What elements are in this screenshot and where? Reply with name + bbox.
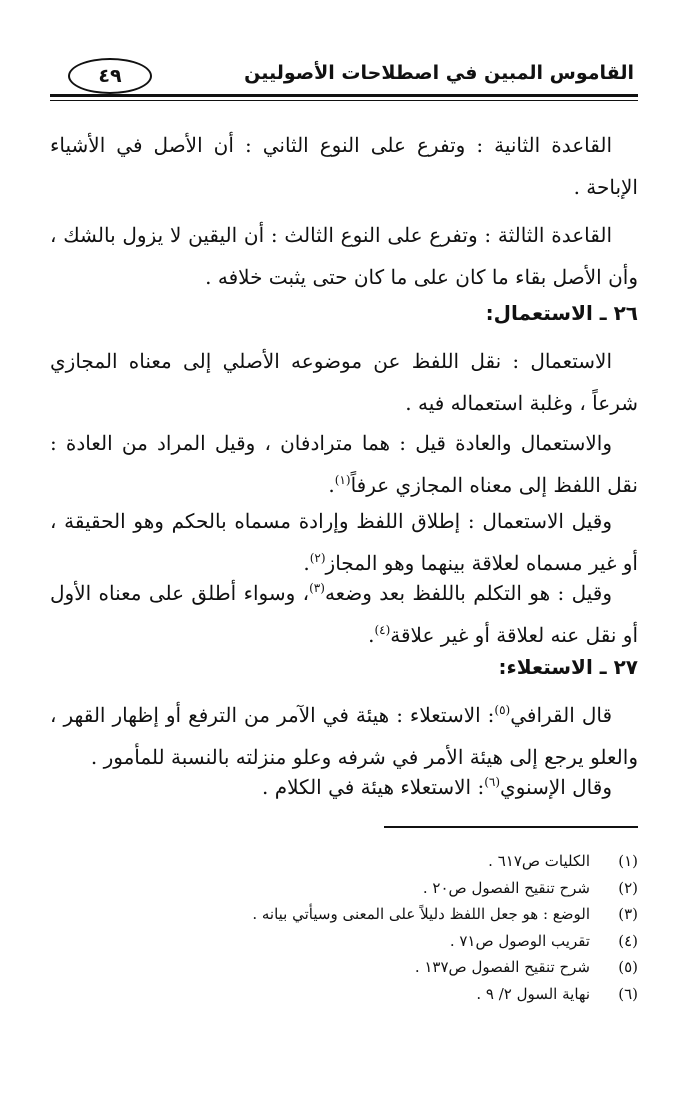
footnote-number: (٢) [618, 878, 638, 897]
paragraph-text: : الاستعلاء هيئة في الكلام . [262, 775, 485, 799]
footnote-text: تقريب الوصول ص٧١ . [449, 931, 590, 950]
footnote-ref[interactable]: (٦) [484, 775, 501, 789]
paragraph-text: الاستعمال : نقل اللفظ عن موضوعه الأصلي إلى معناه المجازي شرعاً ، وغلبة استعماله فيه . [50, 349, 638, 415]
paragraph-rule-2 [50, 124, 638, 208]
section-heading-27: ٢٧ ـ الاستعلاء: [498, 655, 638, 679]
footnote-item [50, 901, 638, 928]
footnote-number: (٥) [618, 958, 638, 976]
paragraph-istimal-custom [50, 422, 638, 506]
paragraph-text: القاعدة الثالثة : وتفرع على النوع الثالث : أن اليقين لا يزول بالشك ، وأن الأصل بقاء ما كان على ما كان حتى يثبت خلافه . [50, 223, 638, 289]
footnote-item [50, 954, 638, 981]
footnote-item [50, 928, 638, 955]
footnote-ref[interactable]: (٣) [309, 581, 325, 595]
paragraph-rule-3 [50, 214, 638, 298]
footnote-number: (٤) [618, 931, 638, 950]
footnote-item [50, 848, 638, 875]
paragraph-istila-isnawi [50, 766, 638, 808]
footnote-ref[interactable]: (٢) [309, 551, 326, 565]
paragraph-istimal-definition [50, 340, 638, 424]
footnote-ref[interactable]: (٤) [374, 623, 391, 637]
header-rule-thick [50, 94, 638, 97]
paragraph-text: : الاستعلاء : هيئة في الآمر من الترفع أو إظهار القهر ، والعلو يرجع إلى هيئة الأمر في شرفه وعلو منزلته بالنسبة للمأمور . [50, 703, 638, 769]
paragraph-istimal-takallum [50, 572, 638, 656]
footnote-number: (٣) [618, 905, 638, 923]
paragraph-text: ، وسواء أطلق على معناه الأول أو نقل عنه لعلاقة أو غير علاقة [50, 581, 638, 647]
paragraph-text: قال القرافي [510, 703, 612, 727]
section-heading-26: ٢٦ ـ الاستعمال: [485, 301, 638, 325]
book-page [50, 0, 638, 1106]
end-mark: . [303, 551, 310, 575]
footnote-number: (٦) [618, 984, 638, 1003]
paragraph-text: وقيل الاستعمال : إطلاق اللفظ وإرادة مسماه بالحكم وهو الحقيقة ، أو غير مسماه لعلاقة بينهما وهو المجاز [50, 509, 638, 575]
footnote-text: شرح تنقيح الفصول ص٢٠ . [422, 878, 590, 897]
footnote-text: الوضع : هو جعل اللفظ دليلاً على المعنى وسيأتي بيانه . [252, 905, 590, 923]
footnote-ref[interactable]: (١) [334, 473, 351, 487]
paragraph-text: القاعدة الثانية : وتفرع على النوع الثاني : أن الأصل في الأشياء الإباحة . [50, 133, 638, 199]
footnote-item [50, 875, 638, 902]
end-mark: . [328, 473, 335, 497]
running-title: القاموس المبين في اصطلاحات الأصوليين [244, 62, 634, 84]
header-rule-thin [50, 100, 638, 101]
page-number: ٤٩ [68, 58, 152, 94]
end-mark: . [368, 623, 375, 647]
footnote-item [50, 981, 638, 1008]
footnote-text: شرح تنقيح الفصول ص١٣٧ . [414, 958, 590, 976]
footnote-number: (١) [618, 852, 638, 870]
footnote-text: الكليات ص٦١٧ . [488, 852, 590, 870]
footnote-ref[interactable]: (٥) [494, 703, 511, 717]
paragraph-text: والاستعمال والعادة قيل : هما مترادفان ، وقيل المراد من العادة : نقل اللفظ إلى معناه المجازي عرفاً [50, 431, 638, 497]
footnotes-list [50, 848, 638, 1007]
footnote-text: نهاية السول ٢/ ٩ . [476, 984, 590, 1003]
paragraph-text: وقال الإسنوي [500, 775, 612, 799]
paragraph-text: وقيل : هو التكلم باللفظ بعد وضعه [324, 581, 612, 605]
footnote-separator [384, 826, 638, 828]
